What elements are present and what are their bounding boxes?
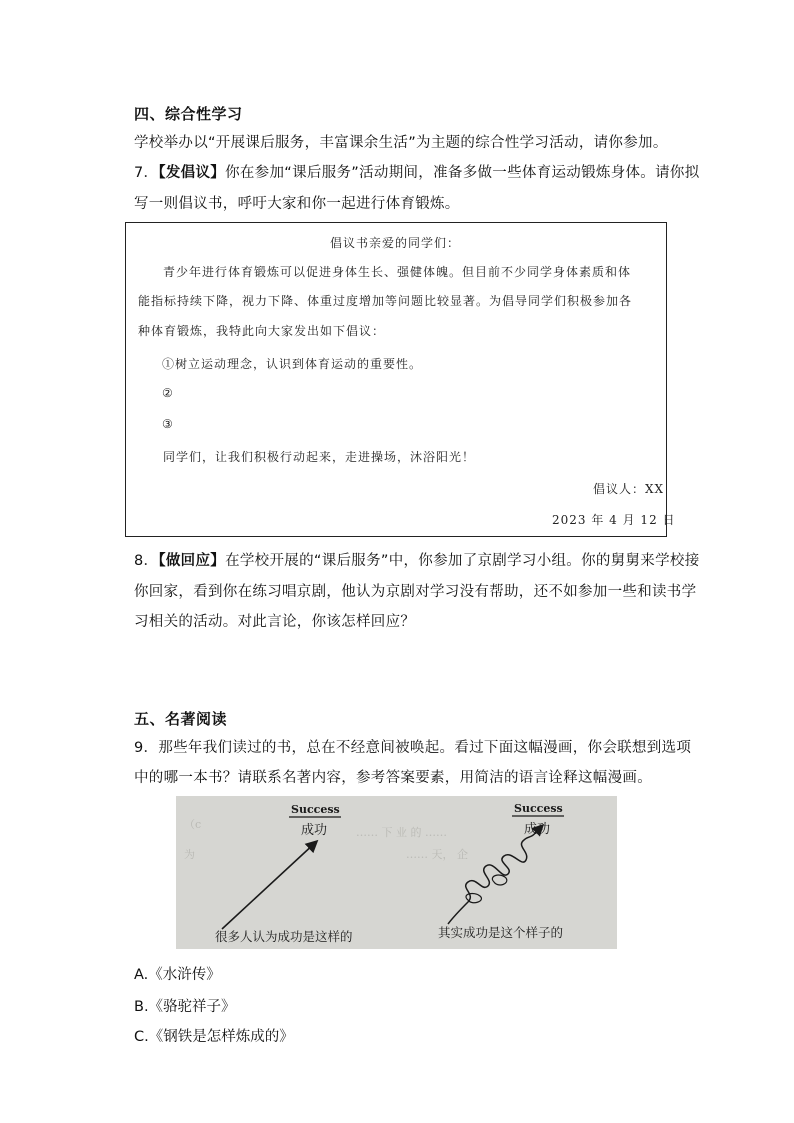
straight-arrow — [222, 842, 316, 929]
svg-text:…… 天， 企: …… 天， 企 — [406, 848, 468, 861]
svg-text:…… 下 业 的 ……: …… 下 业 的 …… — [356, 826, 447, 839]
cartoon-caption: 其实成功是这个样子的 — [438, 925, 564, 940]
cartoon-label-en: Success — [291, 803, 340, 816]
cartoon-label-en: Success — [514, 802, 563, 815]
question-text: 你在参加“课后服务”活动期间，准备多做一些体育运动锻炼身体。请你拟 — [225, 165, 700, 181]
question-number: 8． — [134, 553, 159, 569]
cartoon-label-cn: 成功 — [301, 823, 328, 838]
question-7-line-2: 写一则倡议书，呼吁大家和你一起进行体育锻炼。 — [134, 196, 460, 212]
section-intro: 学校举办以“开展课后服务，丰富课余生活”为主题的综合性学习活动，请你参加。 — [134, 135, 668, 151]
question-text: 在学校开展的“课后服务”中，你参加了京剧学习小组。你的舅舅来学校接 — [225, 553, 700, 569]
section-title: 五、名著阅读 — [134, 710, 228, 728]
cartoon-caption: 很多人认为成功是这样的 — [215, 929, 353, 944]
proposal-item-3-blank: ③ — [162, 417, 174, 431]
svg-text:（c: （c — [184, 818, 202, 831]
question-9-line-1: 9．那些年我们读过的书，总在不经意间被唤起。看过下面这幅漫画，你会联想到选项 — [134, 740, 692, 756]
section-title: 四、综合性学习 — [134, 105, 243, 123]
question-8-line-3: 习相关的活动。对此言论，你该怎样回应？ — [134, 614, 416, 630]
question-number: 7． — [134, 165, 159, 181]
question-9-line-2: 中的哪一本书？请联系名著内容，参考答案要素，用简洁的语言诠释这幅漫画。 — [134, 770, 652, 786]
question-7-line-1 — [134, 161, 700, 182]
proposal-heading: 倡议书亲爱的同学们： — [330, 236, 461, 250]
question-8-line-2: 你回家，看到你在练习唱京剧，他认为京剧对学习没有帮助，还不如参加一些和读书学 — [134, 584, 697, 600]
proposal-date: 2023 年 4 月 12 日 — [552, 513, 676, 527]
proposal-closing: 同学们，让我们积极行动起来，走进操场，沐浴阳光！ — [163, 450, 476, 464]
question-tag: 【做回应】 — [158, 553, 226, 569]
success-cartoon-image — [176, 796, 617, 949]
proposal-text-line: 能指标持续下降，视力下降、体重过度增加等问题比较显著。为倡导同学们积极参加各 — [138, 294, 633, 308]
proposal-item-2-blank: ② — [162, 386, 174, 400]
proposal-box — [125, 222, 676, 537]
proposal-text-line: 青少年进行体育锻炼可以促进身体生长、强健体魄。但目前不少同学身体素质和体 — [163, 265, 632, 279]
question-8-line-1 — [134, 549, 700, 570]
option-c: C.《钢铁是怎样炼成的》 — [134, 1029, 294, 1045]
cartoon-label-cn: 成功 — [524, 822, 551, 837]
option-b: B.《骆驼祥子》 — [134, 999, 236, 1015]
proposal-signer: 倡议人：XX — [593, 482, 665, 496]
tangled-arrow — [448, 826, 542, 924]
proposal-text-line: 种体育锻炼，我特此向大家发出如下倡议： — [138, 324, 386, 338]
option-a: A.《水浒传》 — [134, 967, 221, 983]
question-tag: 【发倡议】 — [158, 165, 226, 181]
svg-text:为: 为 — [184, 848, 195, 861]
proposal-item-1: ①树立运动理念，认识到体育运动的重要性。 — [162, 357, 423, 371]
